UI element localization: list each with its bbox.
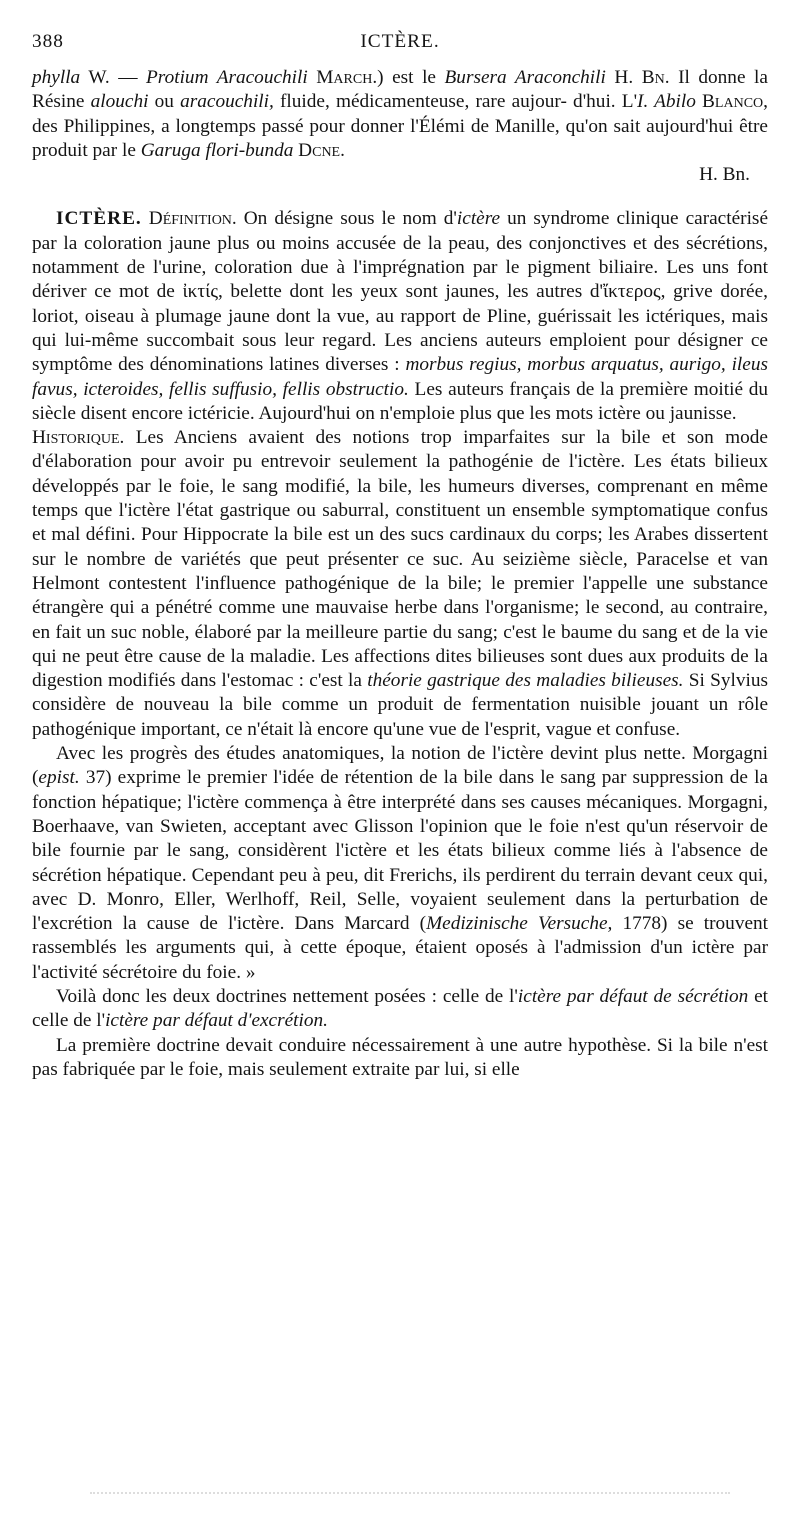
page-bottom-dots bbox=[90, 1492, 730, 1502]
entry-heading: ICTÈRE. bbox=[56, 208, 142, 230]
body-paragraph-3: Avec les progrès des études anatomiques, la notion de l'ictère devint plus nette. Morgagni (epist. 37) exprime le premier l'idée de rétention de la bile dans le sang par suppression de la fonction hépatique; l'ictère commença à être interprété dans ses causes mécaniques. Morgagni, Boerhaave, van Swieten, acceptant avec Glisson l'opinion que le foie n'est qu'un réservoir de bile fournie par le sang, considèrent l'ictère et les états bilieux comme liés à l'absence de sécrétion hépatique. Cependant peu à peu, dit Frerichs, ils perdirent du terrain devant ceux qui, avec D. Monro, Eller, Werlhoff, Reil, Selle, voyaient seulement dans la perturbation de l'excrétion la cause de l'ictère. Dans Marcard (Medizinische Versuche, 1778) se trouvent rassemblés les arguments qui, à cette époque, étaient oposés à l'admission d'un ictère par l'activité sécrétoire du foie. » bbox=[32, 743, 769, 983]
section-label-historique: Historique. bbox=[32, 427, 125, 449]
section-label-definition: Définition. bbox=[141, 208, 237, 230]
history-paragraph: Historique. Les Anciens avaient des notions trop imparfaites sur la bile et son mode d'élaboration pour avoir pu entrevoir seulement la pathogénie de l'ictère. Les états bilieux développés par le foie, le sang modifié, la bile, les humeurs diverses, comprenant en même temps que l'ictère l'état gastrique ou saburral, constituent un ensemble symptomatique confus et mal défini. Pour Hippocrate la bile est un des sucs cardinaux du corps; les Arabes dissertent sur le nombre de variétés que peut présenter ce suc. Au seizième siècle, Paracelse et van Helmont contestent l'influence pathogénique de la bile; le premier l'appelle une substance étrangère qui a pénétré comme une mauvaise herbe dans l'organisme; le second, au contraire, en fait un suc noble, élaboré par la meilleure partie du sang; c'est le baume du sang et de la vie qui ne peut être cause de la maladie. Les affections dites bilieuses sont dues aux produits de la digestion modifiés dans l'estomac : c'est la théorie gastrique des maladies bilieuses. Si Sylvius considère de nouveau la bile comme un produit de fermentation nuisible jouant un rôle pathogénique important, ce n'était là encore qu'une vue de l'esprit, vague et confuse. bbox=[32, 427, 769, 740]
body-paragraph-5: La première doctrine devait conduire nécessairement à une autre hypothèse. Si la bile n'est pas fabriquée par le foie, mais seulement extraite par lui, si elle bbox=[32, 1034, 768, 1080]
author-signature: H. Bn. bbox=[699, 164, 750, 186]
document-page bbox=[32, 30, 768, 1082]
page-header bbox=[32, 30, 768, 54]
page-number: 388 bbox=[32, 31, 64, 52]
previous-entry-text: phylla W. — Protium Aracouchili March.) est le Bursera Araconchili H. Bn. Il donne la Résine alouchi ou aracouchili, fluide, médicamenteuse, rare aujour- d'hui. L'I. Abilo Blanco, des Philippines, a longtemps passé pour donner l'Élémi de Manille, qu'on sait aujourd'hui être produit par le Garuga flori-bunda Dcne. bbox=[32, 67, 768, 161]
definition-paragraph: ICTÈRE. Définition. On désigne sous le nom d'ictère un syndrome clinique caractérisé par la coloration jaune plus ou moins accusée de la peau, des conjonctives et des sécrétions, notamment de l'urine, coloration due à l'imprégnation par le pigment biliaire. Les uns font dériver ce mot de ἰκτίς, belette dont les yeux sont jaunes, les autres d'ἴκτερος, grive dorée, loriot, oiseau à plumage jaune dont la vue, au rapport de Pline, guérissait les ictériques, mais qui lui-même succombait sous leur regard. Les anciens auteurs emploient pour désigner ce symptôme des dénominations latines diverses : morbus regius, morbus arquatus, aurigo, ileus favus, icteroides, fellis suffusio, fellis obstructio. Les auteurs français de la première moitié du siècle disent encore ictéricie. Aujourd'hui on n'emploie plus que les mots ictère ou jaunisse. bbox=[32, 208, 768, 424]
running-title: ICTÈRE. bbox=[360, 31, 440, 52]
body-paragraph-4: Voilà donc les deux doctrines nettement posées : celle de l'ictère par défaut de sécrétion et celle de l'ictère par défaut d'excrétion. bbox=[32, 985, 768, 1032]
